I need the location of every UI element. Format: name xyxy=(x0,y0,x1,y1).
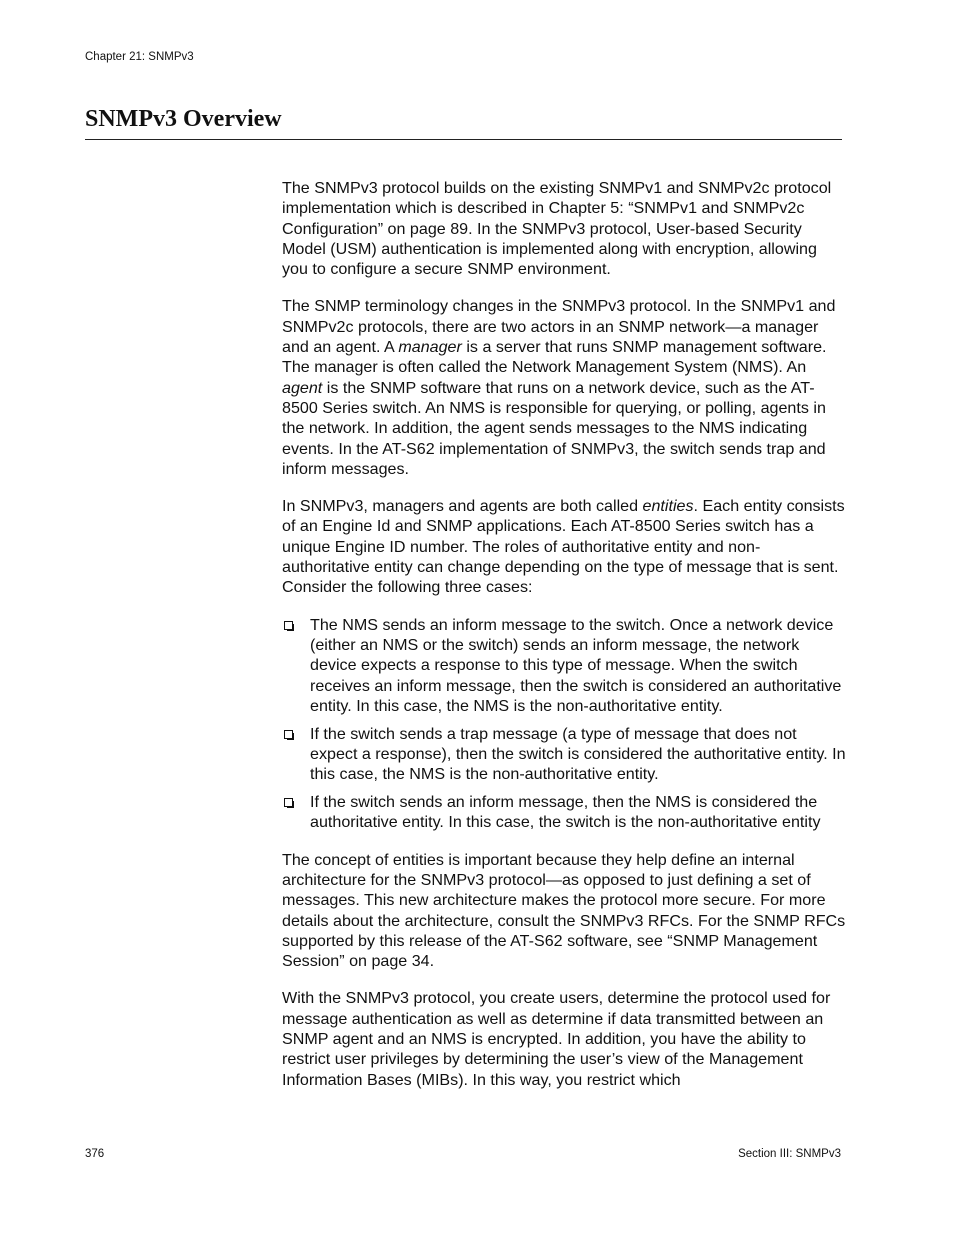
text-run: . Each entity consists of an Engine Id and SNMP applications. Each AT-8500 Series switch has a unique Engine ID number. The roles of authoritative entity and non-authoritative entity can change depending on the type of message that is sent. Consider the following three cases: xyxy=(282,497,845,597)
list-item xyxy=(282,792,846,833)
emphasis-agent: agent xyxy=(282,378,323,397)
paragraph-users: With the SNMPv3 protocol, you create users, determine the protocol used for message authentication as well as determine if data transmitted between an SNMP agent and an NMS is encrypted. In addition, you have the ability to restrict user privileges by determining the user’s view of the Management Information Bases (MIBs). In this way, you restrict which xyxy=(282,989,831,1089)
list-item xyxy=(282,724,846,785)
emphasis-manager: manager xyxy=(398,338,462,357)
section-footer: Section III: SNMPv3 xyxy=(738,1148,841,1160)
list-item xyxy=(282,615,846,716)
emphasis-entities: entities xyxy=(642,497,694,516)
title-rule xyxy=(85,139,842,140)
body-text xyxy=(282,178,846,1107)
text-run: is the SNMP software that runs on a network device, such as the AT-8500 Series switch. An NMS is responsible for querying, or polling, agents in the network. In addition, the agent sends messages to the NMS indicating events. In the AT-S62 implementation of SNMPv3, the switch sends trap and inform messages. xyxy=(282,378,826,478)
checkbox-bullet-icon xyxy=(284,798,293,807)
cases-list xyxy=(282,615,846,833)
paragraph-architecture: The concept of entities is important because they help define an internal architecture for the SNMPv3 protocol—as opposed to just defining a set of messages. This new architecture makes the protocol more secure. For more details about the architecture, consult the SNMPv3 RFCs. For the SNMP RFCs supported by this release of the AT-S62 software, see “SNMP Management Session” on page 34. xyxy=(282,850,846,971)
page-number: 376 xyxy=(85,1148,105,1160)
paragraph-intro: The SNMPv3 protocol builds on the existing SNMPv1 and SNMPv2c protocol implementation which is described in Chapter 5: “SNMPv1 and SNMPv2c Configuration” on page 89. In the SNMPv3 protocol, User-based Security Model (USM) authentication is implemented along with encryption, allowing you to configure a secure SNMP environment. xyxy=(282,179,832,279)
list-item-text: The NMS sends an inform message to the switch. Once a network device (either an NMS or the switch) sends an inform message, the network device expects a response to this type of message. When the switch receives an inform message, then the switch is considered an authoritative entity. In this case, the NMS is the non-authoritative entity. xyxy=(310,615,842,715)
paragraph-terminology xyxy=(282,296,846,479)
running-header: Chapter 21: SNMPv3 xyxy=(85,51,194,63)
text-run: The SNMP terminology changes in the SNMPv3 protocol. In the SNMPv1 and SNMPv2c protocols, there are two actors in an SNMP network—a manager and an agent. A xyxy=(282,297,836,357)
paragraph-entities xyxy=(282,496,846,597)
text-run: In SNMPv3, managers and agents are both called xyxy=(282,497,643,516)
checkbox-bullet-icon xyxy=(284,621,293,630)
page-title: SNMPv3 Overview xyxy=(85,106,282,132)
text-run: is a server that runs SNMP management software. The manager is often called the Network Management System (NMS). An xyxy=(282,338,827,377)
list-item-text: If the switch sends an inform message, then the NMS is considered the authoritative entity. In this case, the switch is the non-authoritative entity xyxy=(310,793,821,832)
list-item-text: If the switch sends a trap message (a type of message that does not expect a response), then the switch is considered the authoritative entity. In this case, the NMS is the non-authoritative entity. xyxy=(310,724,846,784)
checkbox-bullet-icon xyxy=(284,730,293,739)
